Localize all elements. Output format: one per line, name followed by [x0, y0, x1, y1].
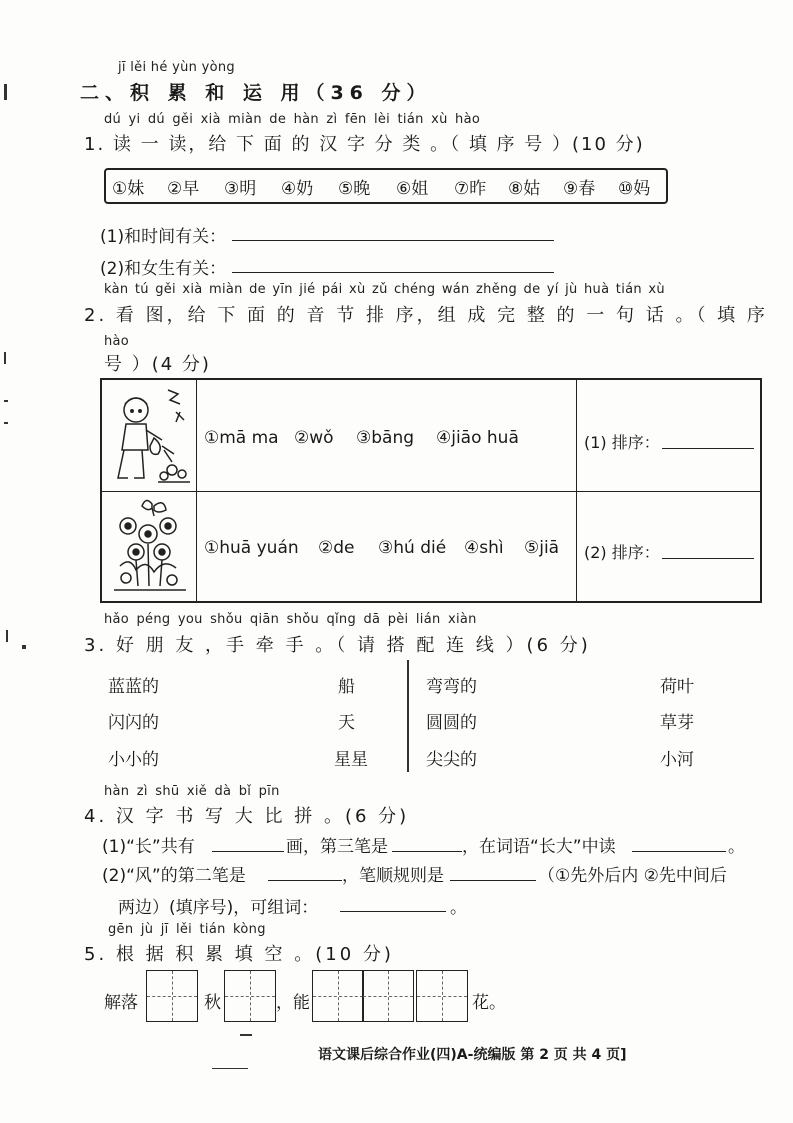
divider: [407, 660, 409, 772]
q2-pinyin-2: hào: [104, 334, 130, 349]
q4-blank[interactable]: [212, 851, 284, 852]
syllable: ④jiāo huā: [436, 428, 519, 448]
syllable: ⑤jiā: [524, 538, 560, 558]
row2-answer-line[interactable]: [662, 558, 754, 559]
q5-title: 5. 根 据 积 累 填 空 。(10 分): [84, 944, 394, 965]
writing-grid[interactable]: [362, 970, 414, 1022]
q4-line2-c: （①先外后内 ②先中间后: [538, 866, 727, 886]
row2-answer-label: (2) 排序：: [584, 543, 660, 562]
char-item: ②早: [167, 179, 200, 199]
character-box: [104, 168, 668, 204]
q5-word: 秋: [204, 993, 221, 1013]
match-left-b: 船: [338, 677, 355, 697]
writing-grid[interactable]: [416, 970, 468, 1022]
match-left-a: 蓝蓝的: [108, 677, 159, 697]
q4-blank[interactable]: [392, 851, 462, 852]
section-title: 二、积 累 和 运 用（36 分）: [80, 82, 432, 104]
match-right-a: 弯弯的: [426, 677, 477, 697]
char-item: ⑨春: [563, 179, 596, 199]
margin-mark: [4, 422, 8, 424]
syllable: ②de: [318, 538, 355, 558]
q1-sub2-label: (2)和女生有关：: [100, 259, 227, 279]
syllable: ①huā yuán: [204, 538, 299, 558]
q1-pinyin: dú yi dú gěi xià miàn de hàn zì fēn lèi tián xù hào: [104, 112, 481, 127]
q4-pinyin: hàn zì shū xiě dà bǐ pīn: [104, 784, 280, 799]
writing-grid[interactable]: [224, 970, 276, 1022]
match-left-b: 天: [338, 713, 355, 733]
char-item: ⑩妈: [618, 179, 651, 199]
q4-line3-b: 。: [450, 898, 467, 918]
footer-mark: [212, 1068, 248, 1069]
q5-word: 解落: [104, 993, 138, 1013]
q3-title: 3. 好 朋 友 ，手 牵 手 。（ 请 搭 配 连 线 ）(6 分): [84, 635, 591, 656]
row1-answer-label: (1) 排序：: [584, 433, 660, 452]
row1-answer-line[interactable]: [662, 448, 754, 449]
q4-line1-c: ，在词语“长大”中读: [462, 837, 616, 857]
char-item: ⑧姑: [508, 179, 541, 199]
match-right-a: 尖尖的: [426, 750, 477, 770]
q4-blank[interactable]: [450, 880, 536, 881]
q2-title-2: 号 ）(4 分): [104, 354, 211, 375]
char-item: ③明: [224, 179, 257, 199]
match-right-b: 草芽: [660, 713, 694, 733]
match-right-b: 小河: [660, 750, 694, 770]
q4-title: 4. 汉 字 书 写 大 比 拼 。(6 分): [84, 806, 410, 827]
q1-sub2-answer-line[interactable]: [232, 272, 554, 273]
syllable: ①mā ma: [204, 428, 279, 448]
char-item: ①妹: [112, 179, 145, 199]
margin-mark: [22, 645, 26, 649]
match-right-b: 荷叶: [660, 677, 694, 697]
flowers-butterfly-picture: [106, 496, 192, 596]
footer-mark: [240, 1034, 252, 1036]
margin-mark: [6, 630, 8, 642]
match-left-b: 星星: [334, 750, 368, 770]
match-left-a: 小小的: [108, 750, 159, 770]
margin-mark: [4, 84, 7, 100]
q1-sub1-label: (1)和时间有关：: [100, 227, 227, 247]
syllable: ③hú dié: [378, 538, 447, 558]
margin-mark: [4, 400, 8, 402]
char-item: ⑥姐: [396, 179, 429, 199]
q2-title: 2. 看 图，给 下 面 的 音 节 排 序，组 成 完 整 的 一 句 话 。（ 填 序: [84, 305, 768, 326]
q4-line1-b: 画，第三笔是: [286, 837, 388, 857]
section-pinyin: jī lěi hé yùn yòng: [118, 60, 235, 75]
footer-text: 语文课后综合作业(四)A-统编版 第 2 页 共 4 页]: [318, 1047, 627, 1063]
q5-word: 花。: [472, 993, 506, 1013]
match-right-a: 圆圆的: [426, 713, 477, 733]
q4-blank[interactable]: [632, 851, 726, 852]
writing-grid[interactable]: [146, 970, 198, 1022]
q5-pinyin: gēn jù jī lěi tián kòng: [108, 922, 266, 937]
q1-sub1-answer-line[interactable]: [232, 240, 554, 241]
q4-blank[interactable]: [340, 911, 446, 912]
q4-blank[interactable]: [268, 880, 342, 881]
q2-pinyin: kàn tú gěi xià miàn de yīn jié pái xù zǔ chéng wán zhěng de yí jù huà tián xù: [104, 282, 665, 297]
syllable: ③bāng: [356, 428, 415, 448]
q4-line1-a: (1)“长”共有: [102, 837, 195, 857]
match-left-a: 闪闪的: [108, 713, 159, 733]
char-item: ⑤晚: [338, 179, 371, 199]
q4-line2-b: ，笔顺规则是: [342, 866, 444, 886]
q1-title: 1. 读 一 读，给 下 面 的 汉 字 分 类 。（ 填 序 号 ）(10 分): [84, 134, 645, 155]
child-watering-picture: [106, 384, 192, 488]
picture-table: [100, 378, 762, 603]
syllable: ②wǒ: [294, 428, 334, 448]
q5-word: ，能: [276, 993, 310, 1013]
q4-line3-a: 两边）(填序号)，可组词：: [118, 898, 319, 918]
writing-grid[interactable]: [312, 970, 364, 1022]
char-item: ⑦昨: [454, 179, 487, 199]
q4-line1-d: 。: [728, 837, 745, 857]
char-item: ④奶: [281, 179, 314, 199]
syllable: ④shì: [464, 538, 504, 558]
q3-pinyin: hǎo péng you shǒu qiān shǒu qǐng dā pèi lián xiàn: [104, 612, 477, 627]
q4-line2-a: (2)“风”的第二笔是: [102, 866, 246, 886]
margin-mark: [4, 352, 6, 364]
